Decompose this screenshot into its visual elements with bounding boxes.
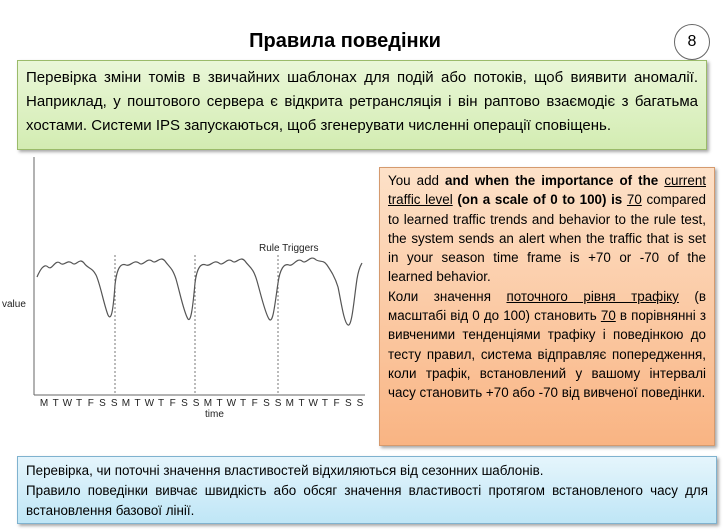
day-tick-label: T	[134, 398, 141, 409]
summary-line-2: Правило поведінки вивчає швидкість або обсяг значення властивості протягом встановленого часу для встановлення базової лінії.	[26, 483, 708, 518]
day-tick-label: F	[169, 398, 176, 409]
traffic-line	[37, 258, 362, 325]
day-tick-label: F	[333, 398, 340, 409]
day-tick-label: S	[356, 398, 364, 409]
y-axis-label: value	[2, 299, 26, 310]
day-tick-label: T	[321, 398, 328, 409]
intro-text: Перевірка зміни томів в звичайних шаблонах для подій або потоків, щоб виявити аномалії. Наприклад, у поштового сервера є відкрита ретрансляція і він раптово взаємодіє з багатьма хостами. Системи IPS запускаються, щоб згенерувати численні операції сповіщень.	[26, 69, 698, 134]
x-axis-label: time	[205, 409, 224, 420]
english-explanation-box	[379, 167, 715, 446]
summary-line-1: Перевірка, чи поточні значення властивостей відхиляються від сезонних шаблонів.	[26, 463, 544, 478]
day-tick-label: M	[203, 398, 213, 409]
summary-box	[17, 456, 717, 524]
day-tick-label: M	[285, 398, 294, 409]
day-tick-label: F	[251, 398, 258, 409]
page-number-badge: 8	[674, 24, 710, 60]
day-tick-label: W	[62, 398, 73, 409]
day-tick-label: M	[121, 398, 131, 409]
day-tick-label: T	[239, 398, 247, 409]
slide-title: Правила поведінки	[249, 30, 441, 52]
rule-triggers-label: Rule Triggers	[259, 243, 319, 254]
day-tick-label: T	[76, 398, 83, 409]
day-tick-label: S	[181, 398, 188, 409]
english-paragraph: You add and when the importance of the current traffic level (on a scale of 0 to 100) is 70 compared to learned traffic trends and behavior to the rule test, the system sends an alert when the traffic that is set in your season time frame is +70 or -70 of the learned behavior.	[388, 173, 706, 285]
day-tick-label: S	[110, 398, 118, 409]
traffic-chart	[0, 155, 375, 425]
day-tick-label: S	[274, 398, 282, 409]
ukrainian-paragraph: Коли значення поточного рівня трафіку (в масштабі від 0 до 100) становить 70 в порівнянні з вивченими тенденціями трафіку і поведінкою до тесту правил, система відправляє попередження, коли трафік, встановлений у вашому інтервалі часу становить +70 або -70 від вивченої поведінки.	[388, 288, 706, 401]
intro-box	[17, 60, 707, 150]
day-tick-label: T	[157, 398, 165, 409]
day-tick-label: M	[39, 398, 49, 409]
day-tick-label: W	[144, 398, 155, 409]
day-tick-label: S	[263, 398, 270, 409]
day-tick-label: S	[344, 398, 352, 409]
day-tick-label: T	[216, 398, 223, 409]
day-tick-label: W	[308, 398, 318, 409]
day-tick-label: S	[192, 398, 200, 409]
day-tick-label: S	[99, 398, 106, 409]
day-tick-label: W	[226, 398, 237, 409]
day-tick-label: F	[87, 398, 94, 409]
day-tick-labels	[40, 398, 364, 409]
day-tick-label: T	[298, 398, 305, 409]
day-tick-label: T	[52, 398, 59, 409]
